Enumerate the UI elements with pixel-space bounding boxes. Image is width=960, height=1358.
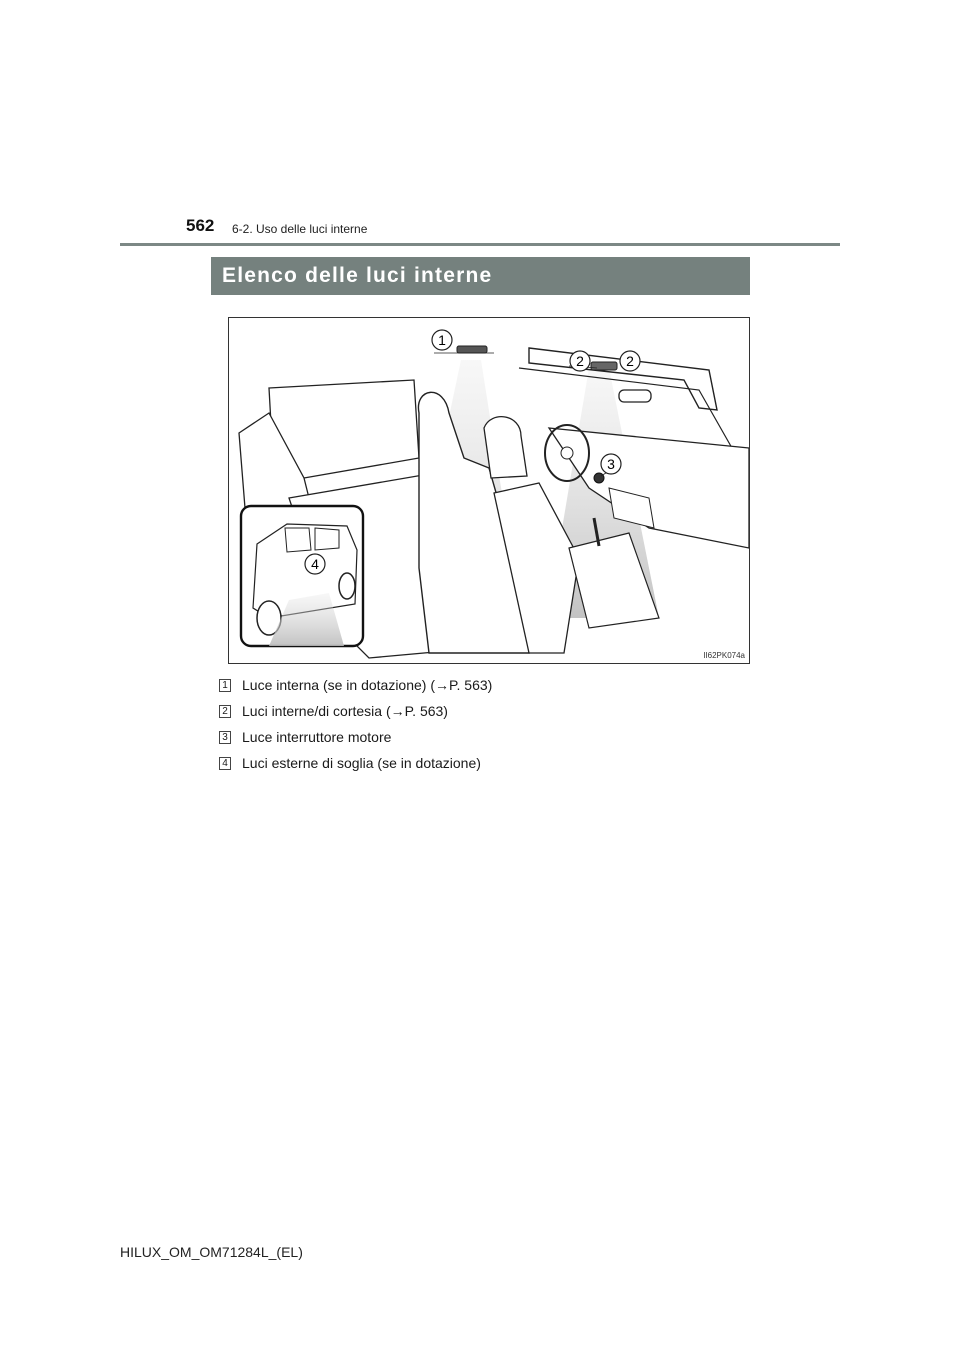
svg-text:3: 3: [607, 456, 615, 472]
callout-legend: [219, 672, 492, 776]
header-divider: [120, 243, 840, 246]
document-footer: HILUX_OM_OM71284L_(EL): [120, 1244, 303, 1260]
callout-number-badge: 1: [219, 679, 231, 692]
list-item: [219, 672, 492, 698]
list-item-text: Luci interne/di cortesia (→P. 563): [242, 703, 448, 719]
callout-number-badge: 2: [219, 705, 231, 718]
callout-number-badge: 4: [219, 757, 231, 770]
section-reference: 6-2. Uso delle luci interne: [232, 222, 368, 236]
list-item: [219, 724, 492, 750]
figure-code: II62PK074a: [703, 651, 745, 660]
svg-text:2: 2: [576, 353, 584, 369]
callout-number-badge: 3: [219, 731, 231, 744]
callout-2b: [620, 351, 640, 371]
callout-2a: [570, 351, 590, 371]
list-item-text: Luce interna (se in dotazione) (→P. 563): [242, 677, 493, 693]
callout-3: [601, 454, 621, 474]
callout-1: [432, 330, 452, 350]
list-item-text: Luci esterne di soglia (se in dotazione): [242, 755, 481, 771]
svg-text:4: 4: [311, 556, 319, 572]
interior-lights-illustration: [228, 317, 750, 664]
page-number: 562: [186, 216, 215, 235]
list-item: [219, 698, 492, 724]
svg-text:1: 1: [438, 332, 446, 348]
callout-4: [305, 554, 325, 574]
list-item-text: Luce interruttore motore: [242, 729, 392, 745]
callout-layer: [229, 318, 749, 663]
section-title: Elenco delle luci interne: [222, 264, 493, 287]
svg-text:2: 2: [626, 353, 634, 369]
section-title-bar: [211, 257, 750, 295]
list-item: [219, 750, 492, 776]
